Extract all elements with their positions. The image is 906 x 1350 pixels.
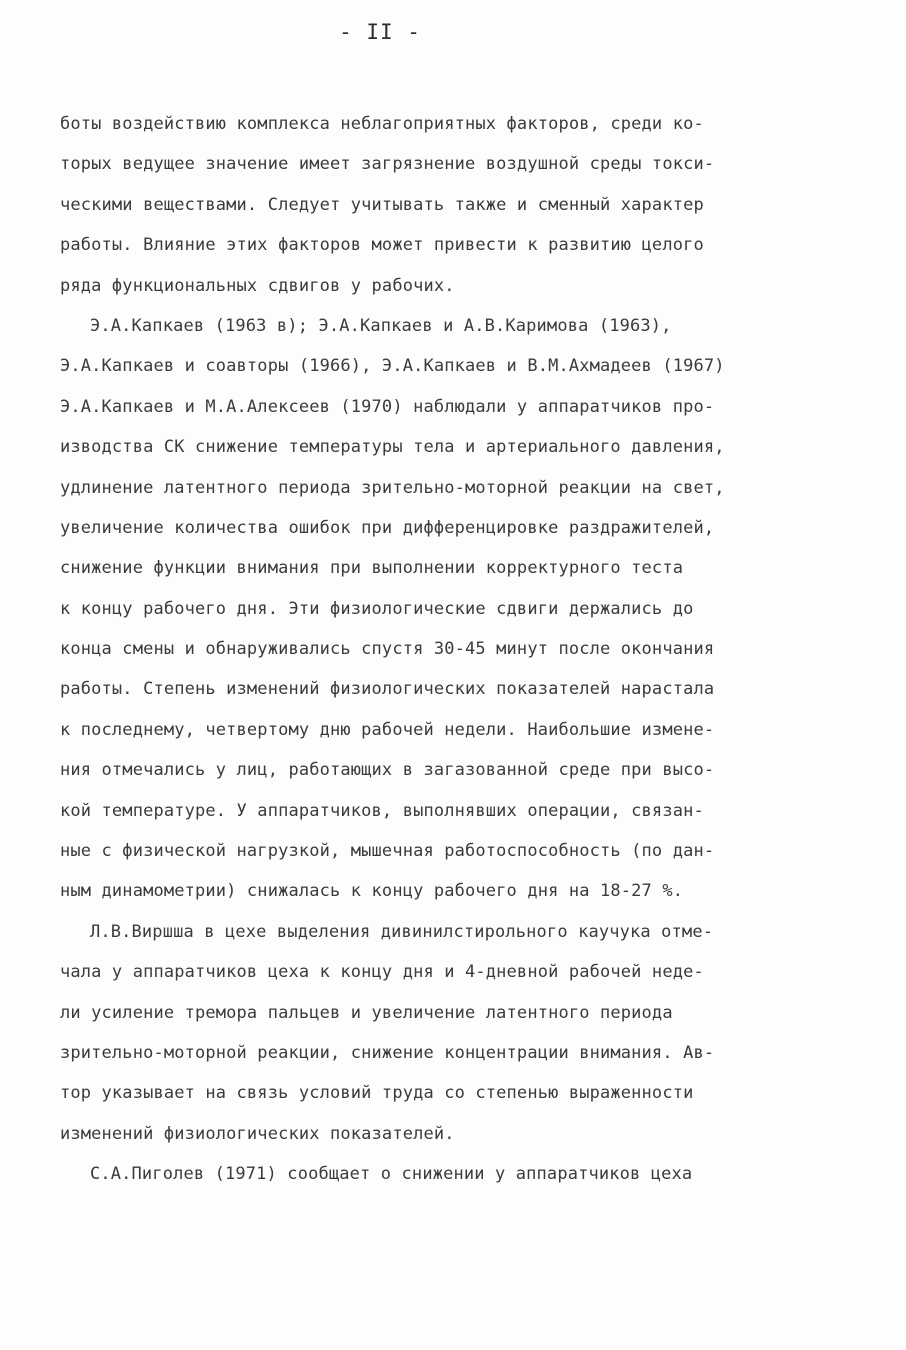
text-line: к концу рабочего дня. Эти физиологические сдвиги держались до — [60, 598, 694, 619]
text-line: изменений физиологических показателей. — [60, 1123, 455, 1144]
text-line: Э.А.Капкаев и М.А.Алексеев (1970) наблюдали у аппаратчиков про- — [60, 396, 715, 417]
text-line: Э.А.Капкаев и соавторы (1966), Э.А.Капкаев и В.М.Ахмадеев (1967) — [60, 356, 725, 377]
text-line: снижение функции внимания при выполнении корректурного теста — [60, 558, 684, 579]
body-text — [60, 104, 860, 1195]
text-line: ряда функциональных сдвигов у рабочих. — [60, 275, 455, 296]
page-number: - II - — [339, 20, 421, 44]
text-line: кой температуре. У аппаратчиков, выполнявших операции, связан- — [60, 800, 704, 821]
text-line: торых ведущее значение имеет загрязнение воздушной среды токси- — [60, 154, 715, 175]
paragraph-start-line: Э.А.Капкаев (1963 в); Э.А.Капкаев и А.В.Каримова (1963), — [90, 315, 672, 336]
text-line: к последнему, четвертому дню рабочей недели. Наибольшие измене- — [60, 719, 715, 740]
text-line: удлинение латентного периода зрительно-моторной реакции на свет, — [60, 477, 725, 498]
text-line: увеличение количества ошибок при дифференцировке раздражителей, — [60, 517, 715, 538]
text-line: чала у аппаратчиков цеха к концу дня и 4-дневной рабочей неде- — [60, 962, 704, 983]
paragraph-start-line: С.А.Пиголев (1971) сообщает о снижении у аппаратчиков цеха — [90, 1164, 693, 1185]
text-line: ным динамометрии) снижалась к концу рабочего дня на 18-27 %. — [60, 881, 684, 902]
text-line: ния отмечались у лиц, работающих в загазованной среде при высо- — [60, 760, 715, 781]
text-line: тор указывает на связь условий труда со степенью выраженности — [60, 1083, 694, 1104]
text-line: боты воздействию комплекса неблагоприятных факторов, среди ко- — [60, 114, 704, 134]
text-line: ческими веществами. Следует учитывать также и сменный характер — [60, 194, 704, 215]
paragraph-start-line: Л.В.Виршша в цехе выделения дивинилстирольного каучука отме- — [90, 921, 714, 942]
text-line: зрительно-моторной реакции, снижение концентрации внимания. Ав- — [60, 1042, 715, 1063]
text-line: конца смены и обнаруживались спустя 30-45 минут после окончания — [60, 639, 715, 660]
text-line: изводства СК снижение температуры тела и артериального давления, — [60, 437, 725, 458]
text-line: работы. Степень изменений физиологических показателей нарастала — [60, 679, 715, 700]
text-line: ные с физической нагрузкой, мышечная работоспособность (по дан- — [60, 841, 715, 862]
text-line: работы. Влияние этих факторов может привести к развитию целого — [60, 235, 704, 256]
text-line: ли усиление тремора пальцев и увеличение латентного периода — [60, 1002, 673, 1023]
